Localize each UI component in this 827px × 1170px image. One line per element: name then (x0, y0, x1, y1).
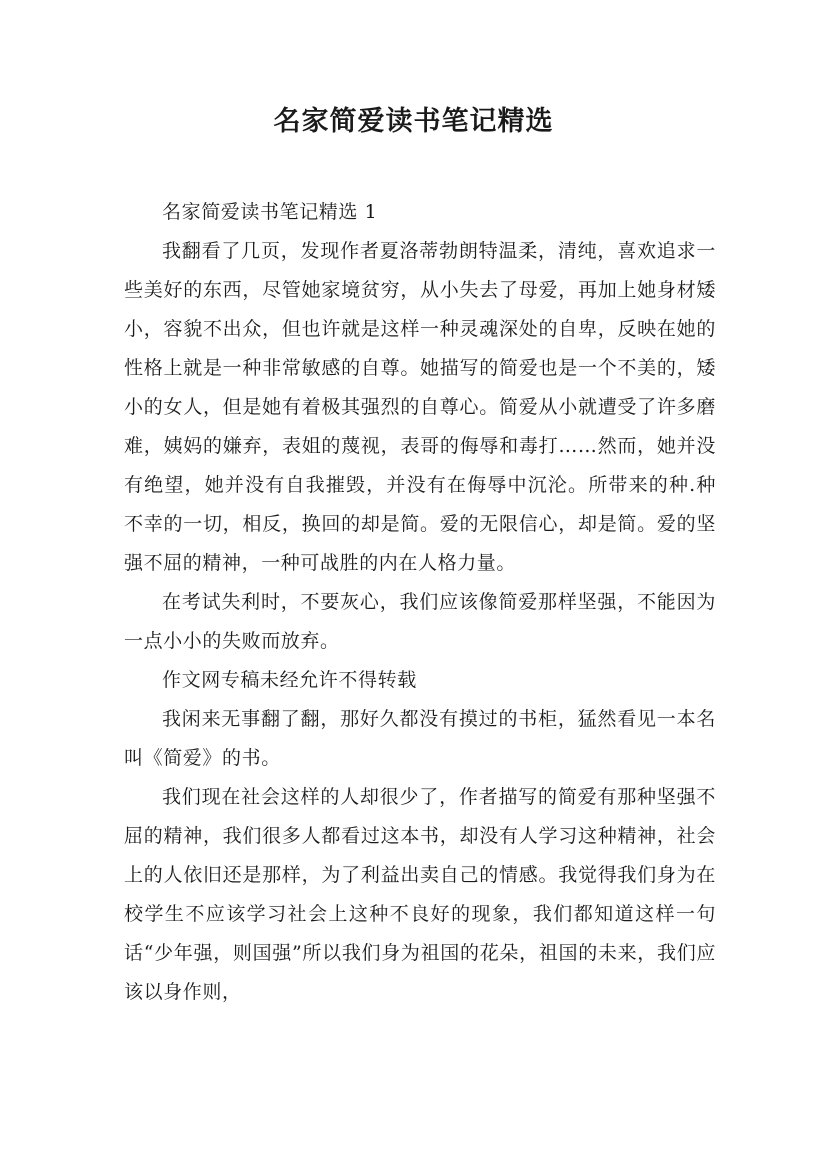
copyright-notice: 作文网专稿未经允许不得转载 (162, 669, 417, 691)
paragraph: 在考试失利时，不要灰心，我们应该像简爱那样坚强，不能因为一点小小的失败而放弃。 (124, 591, 716, 652)
document-title: 名家简爱读书笔记精选 (273, 106, 554, 137)
paragraph: 我翻看了几页，发现作者夏洛蒂勃朗特温柔，清纯，喜欢追求一些美好的东西，尽管她家境贫穷，从小失去了母爱，再加上她身材矮小，容貌不出众，但也许就是这样一种灵魂深处的自卑，反映在她的性格上就是一种非常敏感的自尊。她描写的简爱也是一个不美的，矮小的女人，但是她有着极其强烈的自尊心。简爱从小就遭受了许多磨难，姨妈的嫌弃，表姐的蔑视，表哥的侮辱和毒打……然而，她并没有绝望，她并没有自我摧毁，并没有在侮辱中沉沦。所带来的种.种不幸的一切，相反，换回的却是简。爱的无限信心，却是简。爱的坚强不屈的精神，一种可战胜的内在人格力量。 (124, 240, 716, 574)
paragraph: 我闲来无事翻了翻，那好久都没有摸过的书柜，猛然看见一本名叫《简爱》的书。 (124, 708, 716, 769)
paragraph: 我们现在社会这样的人却很少了，作者描写的简爱有那种坚强不屈的精神，我们很多人都看过这本书，却没有人学习这种精神，社会上的人依旧还是那样，为了利益出卖自己的情感。我觉得我们身为在校学生不应该学习社会上这种不良好的现象，我们都知道这样一句话“少年强，则国强”所以我们身为祖国的花朵，祖国的未来，我们应该以身作则， (124, 786, 716, 1003)
document-body (124, 193, 716, 1012)
section-heading: 名家简爱读书笔记精选 1 (162, 201, 378, 223)
